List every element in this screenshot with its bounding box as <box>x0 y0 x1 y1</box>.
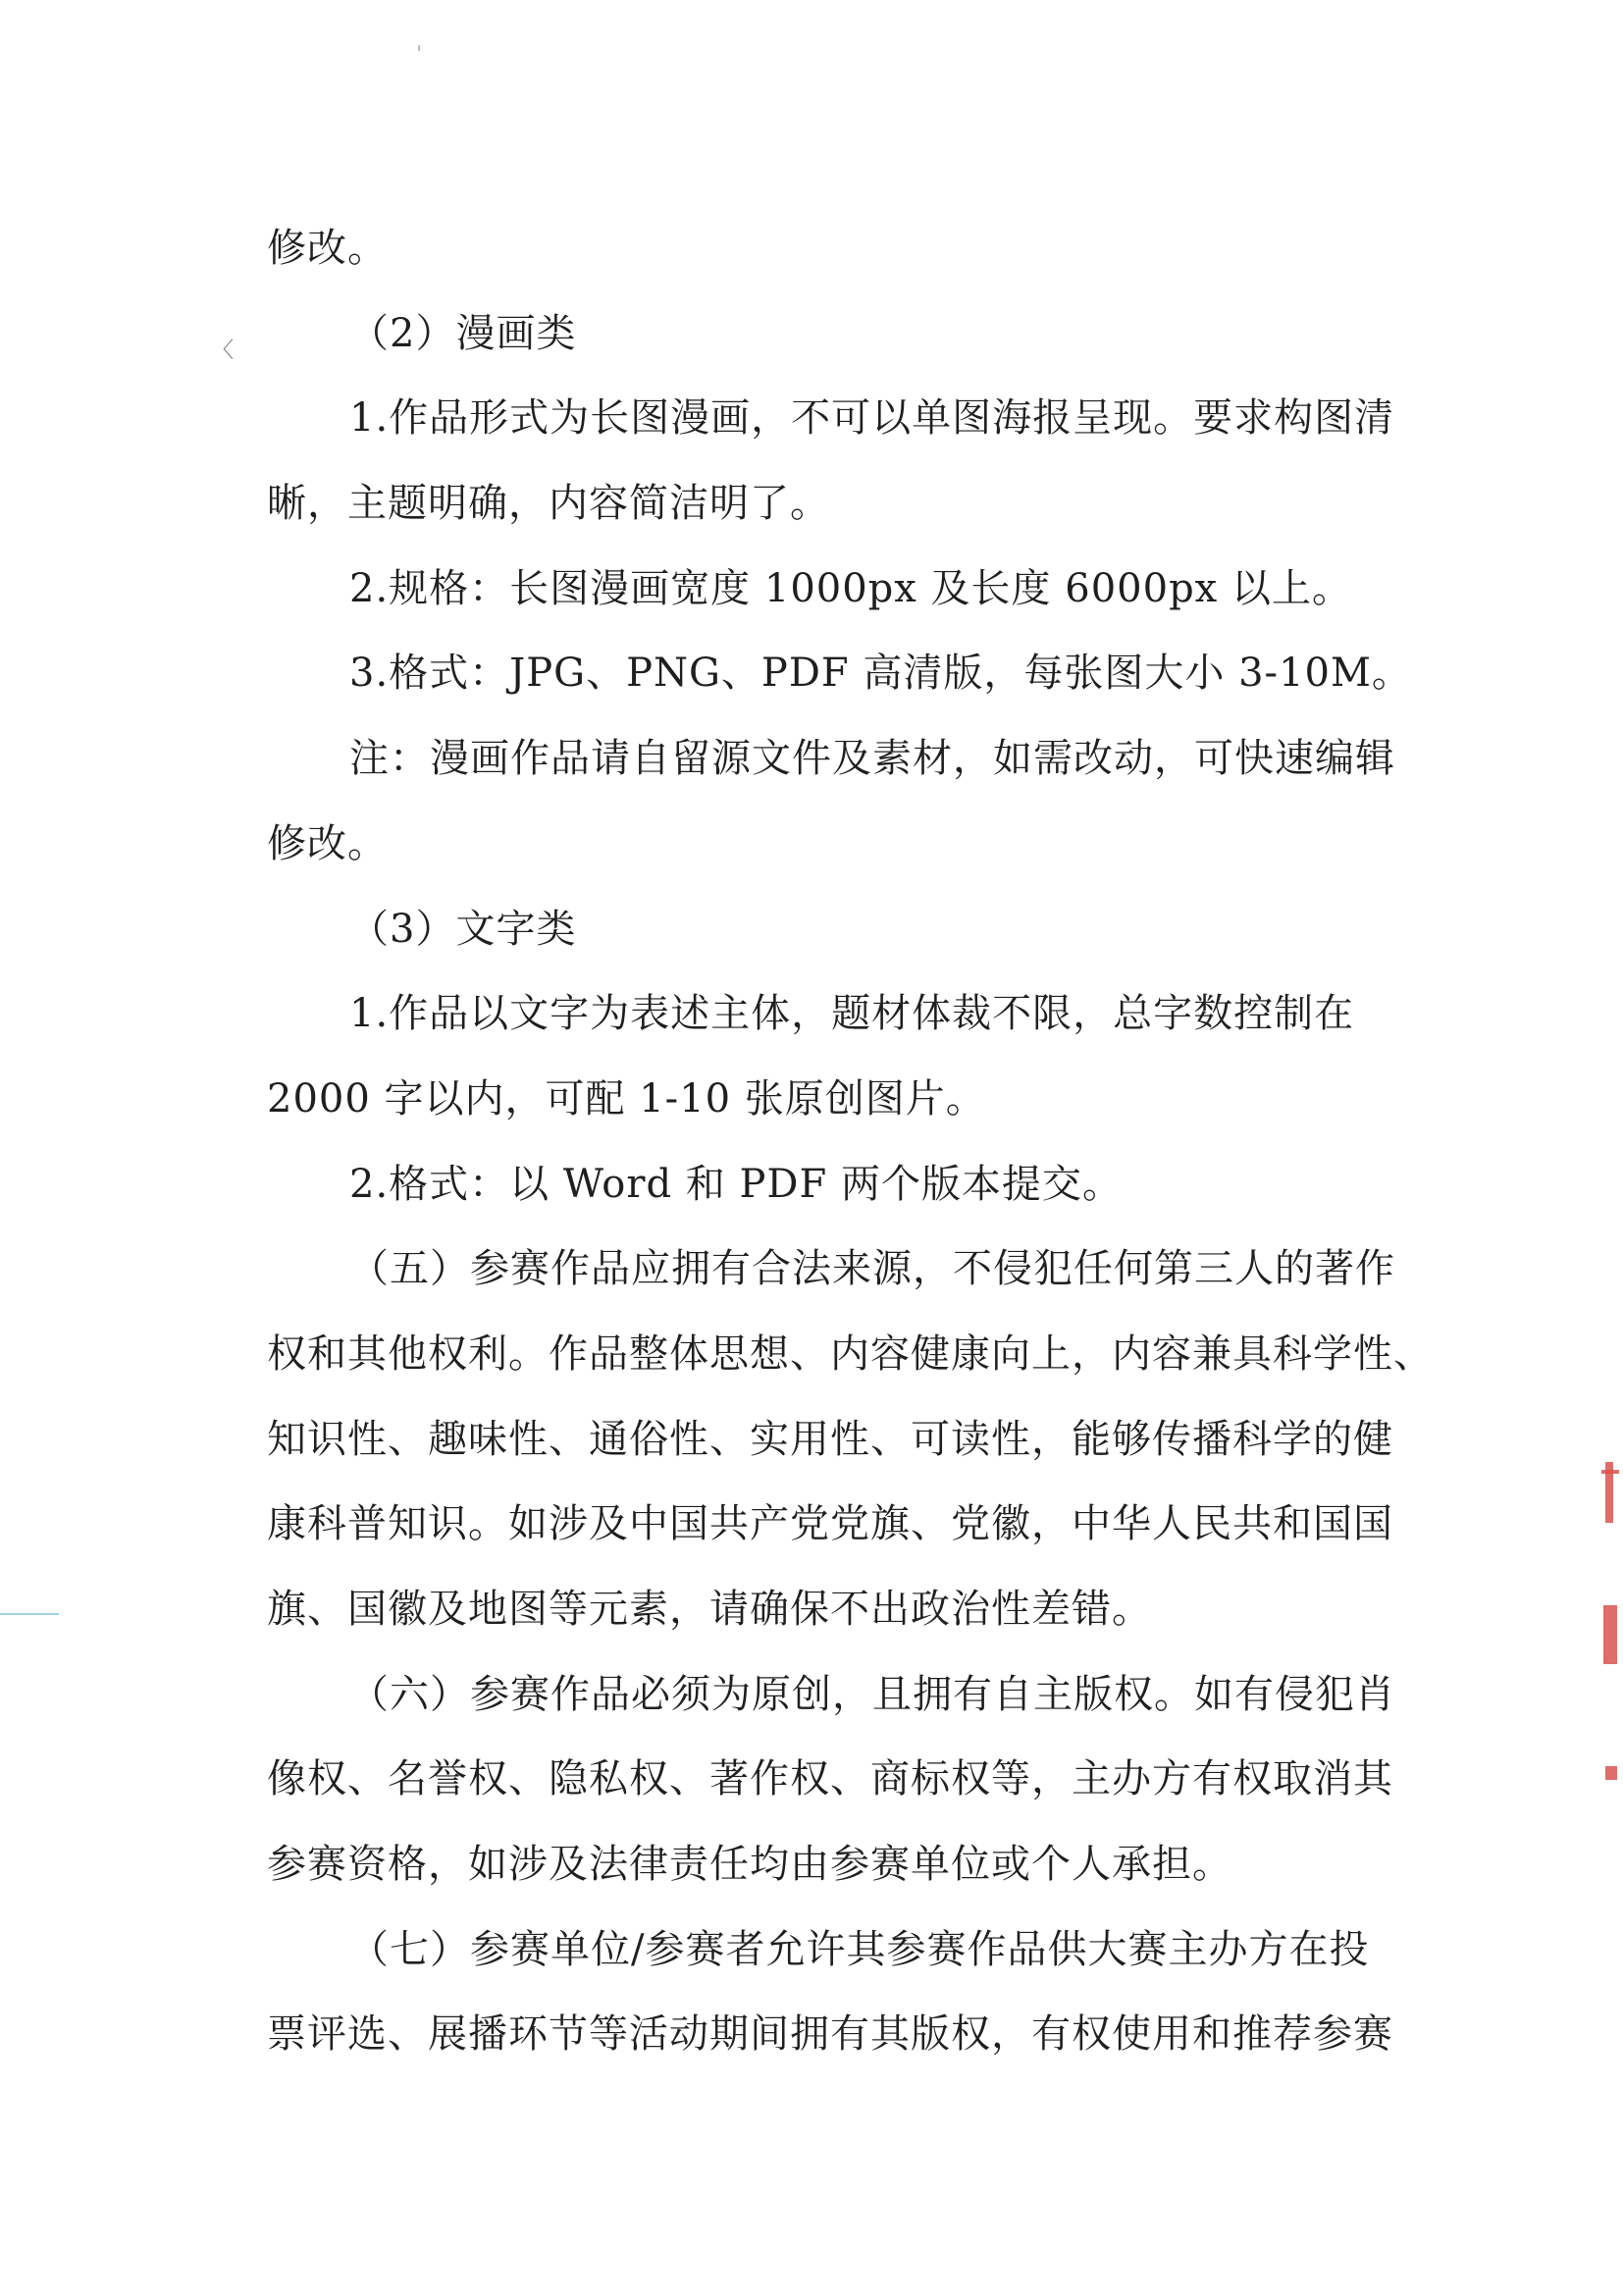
seal-stamp-fragment <box>1601 1470 1619 1474</box>
paragraph-line: 2.规格：长图漫画宽度 1000px 及长度 6000px 以上。 <box>349 565 1352 611</box>
seal-stamp-fragment <box>1603 1605 1617 1664</box>
paragraph-line: 票评选、展播环节等活动期间拥有其版权，有权使用和推荐参赛 <box>267 2011 1393 2058</box>
paragraph-line: 2.格式：以 Word 和 PDF 两个版本提交。 <box>349 1161 1123 1207</box>
paragraph-line: 3.格式：JPG、PNG、PDF 高清版，每张图大小 3-10M。 <box>349 651 1412 697</box>
paragraph-line: 晰，主题明确，内容简洁明了。 <box>267 481 830 527</box>
scan-edge-mark <box>0 1613 59 1615</box>
paragraph-line: （七）参赛单位/参赛者允许其参赛作品供大赛主办方在投 <box>349 1926 1370 1972</box>
paragraph-line: 权和其他权利。作品整体思想、内容健康向上，内容兼具科学性、 <box>267 1331 1434 1377</box>
paragraph-line: （六）参赛作品必须为原创，且拥有自主版权。如有侵犯肖 <box>349 1671 1395 1717</box>
paragraph-line: 1.作品以文字为表述主体，题材体裁不限，总字数控制在 <box>349 991 1355 1037</box>
paragraph-line: 修改。 <box>267 226 388 271</box>
body-text <box>267 206 1434 2077</box>
paragraph-line: 康科普知识。如涉及中国共产党党旗、党徽，中华人民共和国国 <box>267 1501 1393 1547</box>
paragraph-line: 1.作品形式为长图漫画，不可以单图海报呈现。要求构图清 <box>349 395 1395 442</box>
paragraph-line: 注：漫画作品请自留源文件及素材，如需改动，可快速编辑 <box>349 736 1395 782</box>
paragraph-line: 修改。 <box>267 820 388 866</box>
section-heading-comics: （2）漫画类 <box>349 310 577 356</box>
paragraph-line: 像权、名誉权、隐私权、著作权、商标权等，主办方有权取消其 <box>267 1756 1393 1802</box>
seal-stamp-fragment <box>1605 1766 1617 1780</box>
paragraph-line: 知识性、趣味性、通俗性、实用性、可读性，能够传播科学的健 <box>267 1416 1393 1462</box>
section-heading-text: （3）文字类 <box>349 906 577 952</box>
paragraph-line: 参赛资格，如涉及法律责任均由参赛单位或个人承担。 <box>267 1842 1232 1888</box>
paragraph-line: （五）参赛作品应拥有合法来源，不侵犯任何第三人的著作 <box>349 1246 1395 1292</box>
paragraph-line: 2000 字以内，可配 1-10 张原创图片。 <box>267 1075 986 1122</box>
scan-speck <box>418 45 420 51</box>
paragraph-line: 旗、国徽及地图等元素，请确保不出政治性差错。 <box>267 1587 1152 1632</box>
margin-mark: 〈 <box>212 339 235 363</box>
